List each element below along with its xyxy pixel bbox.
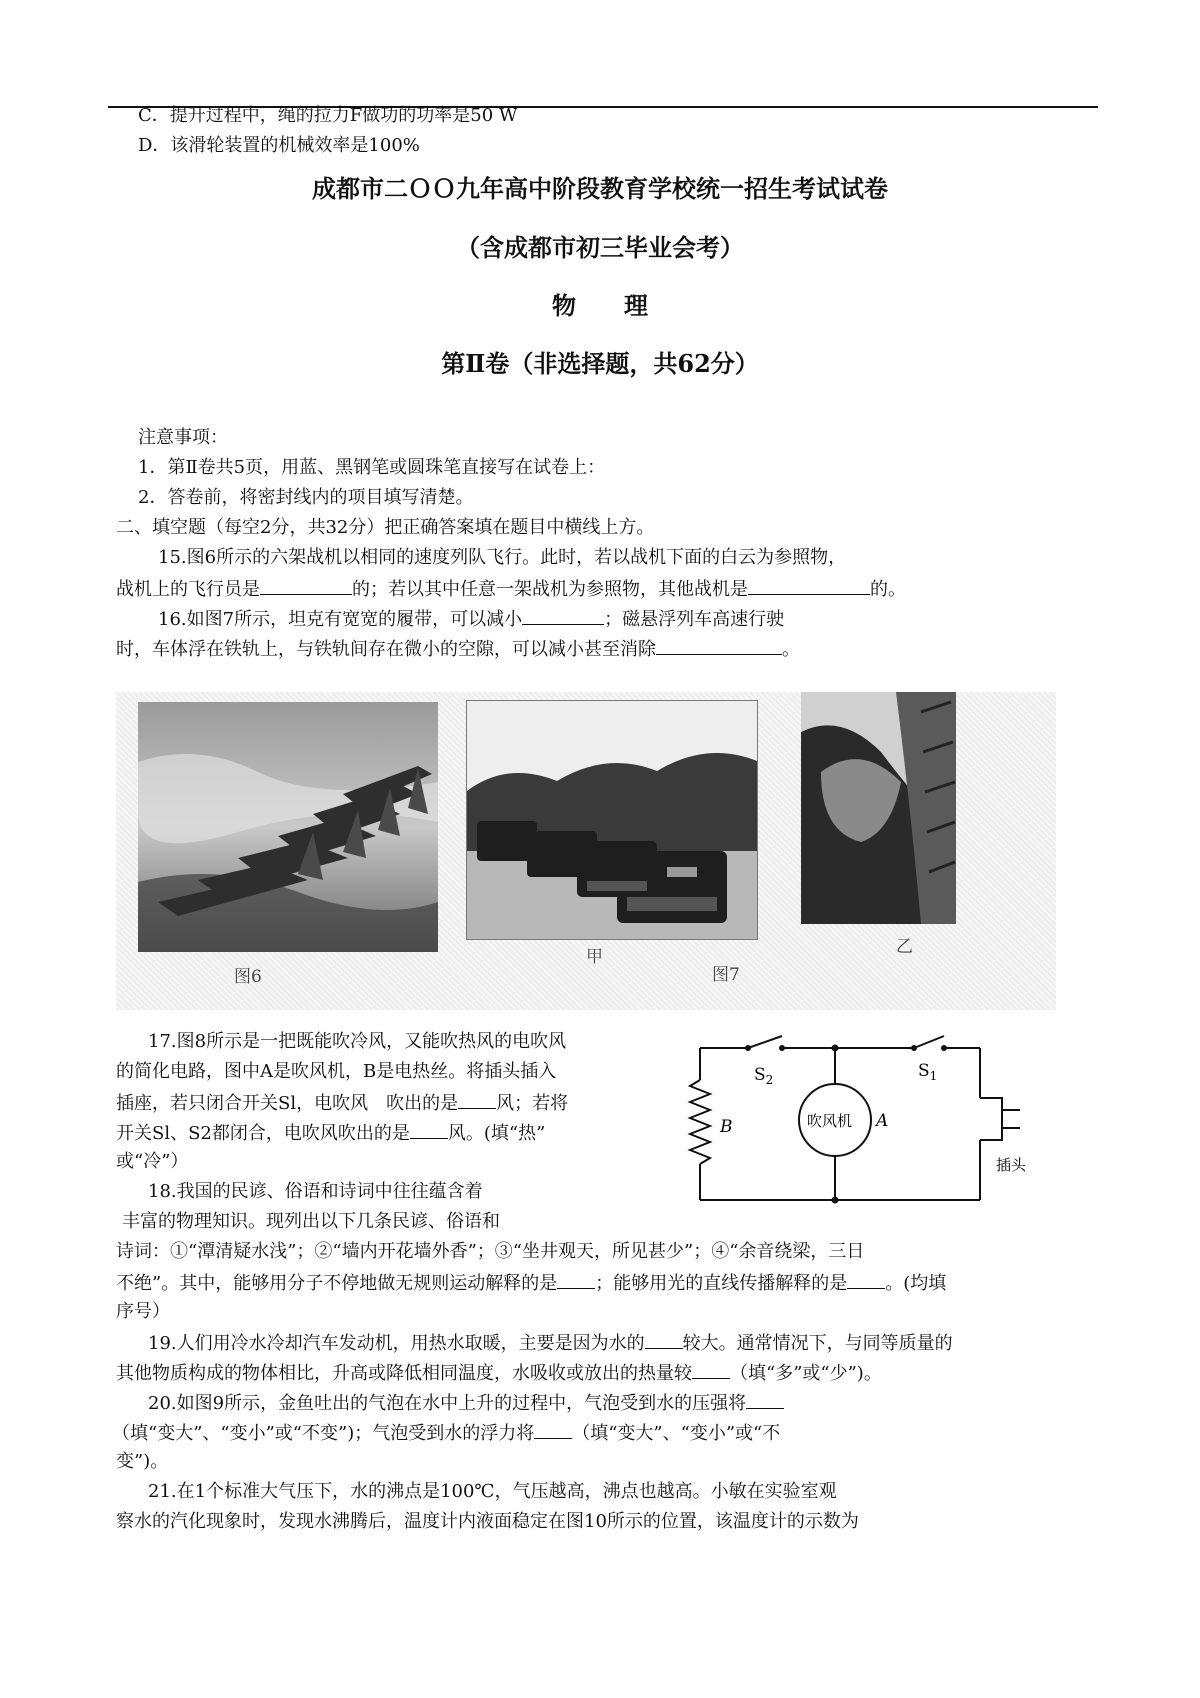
answer-blank[interactable]	[557, 1270, 595, 1289]
exam-subtitle: （含成都市初三毕业会考）	[456, 233, 744, 262]
subject-title: 物 理	[552, 291, 648, 320]
plug-label: 插头	[996, 1156, 1027, 1174]
fig7-jia-tanks-photo	[466, 700, 758, 940]
fig7-yi-label: 乙	[896, 937, 913, 957]
figure-strip	[116, 692, 1056, 1010]
answer-blank[interactable]	[458, 1090, 496, 1109]
fan-label: 吹风机	[807, 1112, 853, 1130]
q15-line1: 15.图6所示的六架战机以相同的速度列队飞行。此时，若以战机下面的白云为参照物，	[158, 547, 847, 568]
q21-line2: 察水的汽化现象时，发现水沸腾后，温度计内液面稳定在图10所示的位置，该温度计的示数为	[116, 1511, 859, 1532]
answer-blank[interactable]	[522, 606, 604, 625]
q18-line5: 序号）	[116, 1301, 170, 1322]
notes-heading: 注意事项：	[138, 427, 228, 448]
fig7-label: 图7	[712, 965, 740, 985]
q17-line3: 插座，若只闭合开关Sl，电吹风 吹出的是 风；若将	[116, 1090, 568, 1116]
note-2: 2．答卷前，将密封线内的项目填写清楚。	[138, 487, 474, 508]
fig6-fighter-jets-photo	[138, 702, 438, 952]
note-1: 1．第Ⅱ卷共5页，用蓝、黑钢笔或圆珠笔直接写在试卷上：	[138, 457, 606, 478]
q18-line4: 不绝”。其中，能够用分子不停地做无规则运动解释的是 ；能够用光的直线传播解释的是 。(均填	[116, 1270, 946, 1296]
option-d: D．该滑轮装置的机械效率是100%	[138, 135, 420, 156]
q18-line2: 丰富的物理知识。现列出以下几条民谚、俗语和	[122, 1211, 500, 1232]
heater-b-label: B	[720, 1117, 733, 1137]
answer-blank[interactable]	[645, 1330, 683, 1349]
fig7-yi-maglev-photo	[801, 692, 956, 924]
q17-line1: 17.图8所示是一把既能吹冷风，又能吹热风的电吹风	[148, 1031, 567, 1052]
answer-blank[interactable]	[260, 576, 352, 595]
answer-blank[interactable]	[656, 636, 782, 655]
answer-blank[interactable]	[534, 1420, 572, 1439]
q18-line3: 诗词：①“潭清疑水浅”；②“墙内开花墙外香”；③“坐井观天，所见甚少”；④“余音绕梁，三日	[116, 1241, 865, 1262]
section-title: 第Ⅱ卷（非选择题，共62分）	[441, 349, 759, 378]
q16-line1: 16.如图7所示，坦克有宽宽的履带，可以减小 ；磁悬浮列车高速行驶	[158, 606, 784, 632]
q18-line1: 18.我国的民谚、俗语和诗词中往往蕴含着	[148, 1181, 483, 1202]
q15-line2: 战机上的飞行员是 的；若以其中任意一架战机为参照物，其他战机是 的。	[116, 576, 906, 602]
answer-blank[interactable]	[746, 1390, 784, 1409]
q16-line2: 时，车体浮在铁轨上，与铁轨间存在微小的空隙，可以减小甚至消除 。	[116, 636, 800, 662]
switch-s2-label: $S_2$	[754, 1065, 774, 1087]
q19-line1: 19.人们用冷水冷却汽车发动机，用热水取暖，主要是因为水的 较大。通常情况下，与同等质量的	[148, 1330, 953, 1356]
answer-blank[interactable]	[847, 1270, 885, 1289]
fan-a-label: A	[876, 1111, 889, 1131]
answer-blank[interactable]	[410, 1120, 448, 1139]
q17-line4: 开关Sl、S2都闭合，电吹风吹出的是 风。(填“热”	[116, 1120, 545, 1146]
fig6-label: 图6	[234, 967, 262, 987]
q20-line1: 20.如图9所示，金鱼吐出的气泡在水中上升的过程中，气泡受到水的压强将	[148, 1390, 784, 1416]
q20-line3: 变”)。	[116, 1451, 169, 1472]
q17-line2: 的简化电路，图中A是吹风机，B是电热丝。将插头插入	[116, 1061, 557, 1082]
fig8-circuit-diagram	[680, 1030, 1040, 1210]
q21-line1: 21.在1个标准大气压下，水的沸点是100℃，气压越高，沸点也越高。小敏在实验室观	[148, 1481, 837, 1502]
option-c: C．提升过程中，绳的拉力F做功的功率是50 W	[138, 105, 518, 126]
q17-line5: 或“冷”）	[116, 1151, 189, 1172]
part-two-heading: 二、填空题（每空2分，共32分）把正确答案填在题目中横线上方。	[116, 517, 655, 538]
answer-blank[interactable]	[748, 576, 870, 595]
answer-blank[interactable]	[692, 1360, 730, 1379]
fig7-jia-label: 甲	[586, 947, 603, 967]
q20-line2: （填“变大”、“变小”或“不变”)；气泡受到水的浮力将 （填“变大”、“变小”或“不	[112, 1420, 780, 1446]
q19-line2: 其他物质构成的物体相比，升高或降低相同温度，水吸收或放出的热量较 （填“多”或“少”)。	[116, 1360, 882, 1386]
exam-title: 成都市二ＯＯ九年高中阶段教育学校统一招生考试试卷	[312, 174, 888, 203]
switch-s1-label: $S_1$	[918, 1061, 938, 1083]
